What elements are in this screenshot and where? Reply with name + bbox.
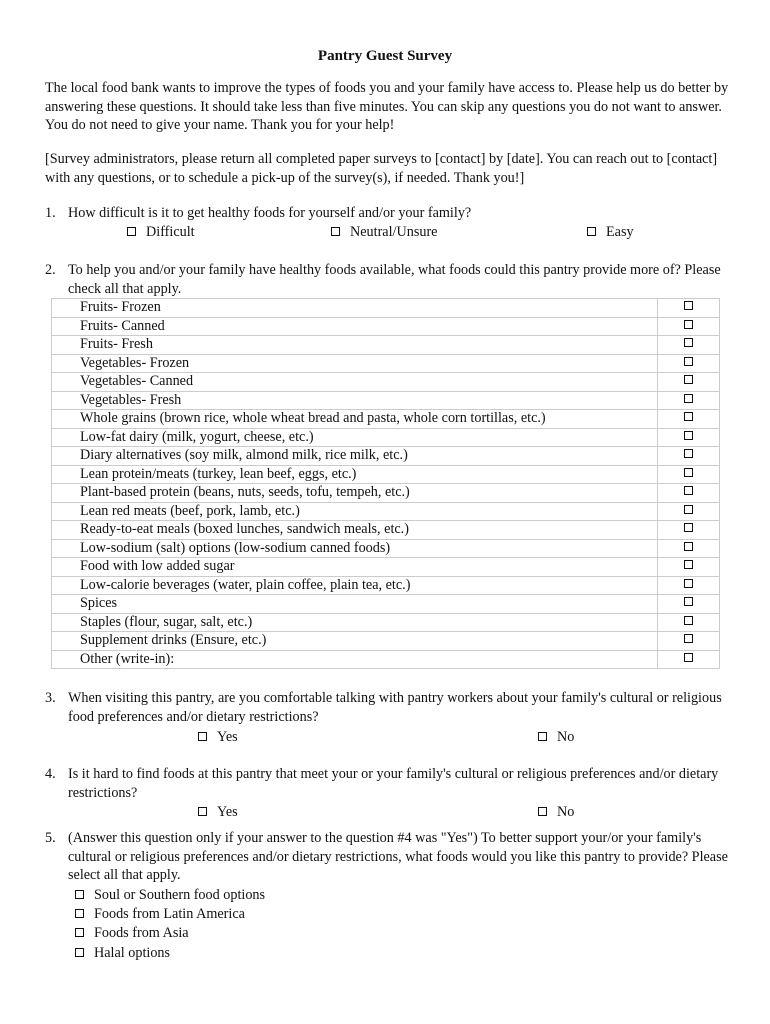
food-option-row[interactable]: [52, 521, 720, 540]
food-option-checkbox-cell[interactable]: [658, 558, 720, 577]
food-option-label: Low-calorie beverages (water, plain coffee, plain tea, etc.): [52, 576, 658, 595]
question-5-text: (Answer this question only if your answer to the question #4 was "Yes") To better support your/or your family's cultural or religious preferences and/or dietary restrictions, what foods would you like this pantry to provide? Please select all that apply.: [68, 830, 728, 884]
food-option-checkbox-cell[interactable]: [658, 428, 720, 447]
q5-options-list: [75, 886, 265, 963]
checkbox[interactable]: [538, 807, 547, 816]
checkbox[interactable]: [684, 301, 693, 310]
food-option-row[interactable]: [52, 539, 720, 558]
checkbox[interactable]: [684, 579, 693, 588]
food-option-checkbox-cell[interactable]: [658, 410, 720, 429]
food-option-label: Plant-based protein (beans, nuts, seeds, tofu, tempeh, etc.): [52, 484, 658, 503]
food-option-label: Fruits- Frozen: [52, 299, 658, 318]
q5-option-soul-southern[interactable]: Soul or Southern food options: [75, 886, 265, 905]
checkbox[interactable]: [331, 227, 340, 236]
food-option-row[interactable]: [52, 558, 720, 577]
question-5-number: 5.: [45, 830, 56, 846]
food-option-label: Lean red meats (beef, pork, lamb, etc.): [52, 502, 658, 521]
admin-note: [Survey administrators, please return all completed paper surveys to [contact] by [date]. You can reach out to [contact] with any questions, or to schedule a pick-up of the survey(s), if needed. Thank you!]: [45, 151, 718, 186]
food-option-row[interactable]: [52, 317, 720, 336]
checkbox[interactable]: [684, 597, 693, 606]
question-5: [45, 829, 735, 885]
checkbox[interactable]: [684, 449, 693, 458]
intro-paragraph: The local food bank wants to improve the types of foods you and your family have access to. Please help us do better by answering these questions. It should take less than five minutes. You can skip any questions you do not want to answer. You do not need to give your name. Thank you for your help!: [45, 80, 729, 134]
food-option-checkbox-cell[interactable]: [658, 539, 720, 558]
food-option-checkbox-cell[interactable]: [658, 391, 720, 410]
food-option-row[interactable]: [52, 354, 720, 373]
food-option-row[interactable]: [52, 502, 720, 521]
food-option-label: Lean protein/meats (turkey, lean beef, eggs, etc.): [52, 465, 658, 484]
food-option-label: Spices: [52, 595, 658, 614]
food-option-checkbox-cell[interactable]: [658, 521, 720, 540]
checkbox[interactable]: [684, 505, 693, 514]
checkbox[interactable]: [684, 412, 693, 421]
food-option-row[interactable]: [52, 447, 720, 466]
food-option-label: Low-fat dairy (milk, yogurt, cheese, etc.): [52, 428, 658, 447]
food-option-checkbox-cell[interactable]: [658, 632, 720, 651]
checkbox[interactable]: [684, 375, 693, 384]
food-option-label: Food with low added sugar: [52, 558, 658, 577]
checkbox[interactable]: [684, 468, 693, 477]
checkbox[interactable]: [684, 634, 693, 643]
checkbox[interactable]: [198, 807, 207, 816]
checkbox[interactable]: [684, 542, 693, 551]
checkbox[interactable]: [127, 227, 136, 236]
food-option-label: Whole grains (brown rice, whole wheat bread and pasta, whole corn tortillas, etc.): [52, 410, 658, 429]
q3-option-yes[interactable]: Yes: [198, 728, 238, 747]
checkbox[interactable]: [75, 948, 84, 957]
q5-option-halal[interactable]: Halal options: [75, 944, 265, 963]
food-option-checkbox-cell[interactable]: [658, 650, 720, 669]
food-option-checkbox-cell[interactable]: [658, 373, 720, 392]
food-option-label: Diary alternatives (soy milk, almond milk, rice milk, etc.): [52, 447, 658, 466]
food-option-row[interactable]: [52, 428, 720, 447]
checkbox[interactable]: [684, 431, 693, 440]
food-option-row[interactable]: [52, 650, 720, 669]
food-option-row[interactable]: [52, 391, 720, 410]
food-option-label: Fruits- Canned: [52, 317, 658, 336]
question-4-text: Is it hard to find foods at this pantry that meet your or your family's cultural or religious preferences and/or dietary restrictions?: [68, 766, 719, 801]
question-3-number: 3.: [45, 690, 56, 706]
question-2: [45, 261, 735, 298]
food-option-row[interactable]: [52, 484, 720, 503]
food-option-label: Fruits- Fresh: [52, 336, 658, 355]
checkbox[interactable]: [684, 653, 693, 662]
food-option-checkbox-cell[interactable]: [658, 354, 720, 373]
checkbox[interactable]: [684, 486, 693, 495]
food-options-table: [51, 298, 720, 669]
question-2-text: To help you and/or your family have healthy foods available, what foods could this pantry provide more of? Please check all that apply.: [68, 262, 721, 297]
checkbox[interactable]: [684, 338, 693, 347]
question-1: [45, 204, 735, 223]
food-option-row[interactable]: [52, 410, 720, 429]
checkbox[interactable]: [587, 227, 596, 236]
food-option-label: Supplement drinks (Ensure, etc.): [52, 632, 658, 651]
checkbox[interactable]: [538, 732, 547, 741]
food-option-row[interactable]: [52, 299, 720, 318]
food-option-checkbox-cell[interactable]: [658, 484, 720, 503]
food-option-row[interactable]: [52, 373, 720, 392]
food-option-label: Staples (flour, sugar, salt, etc.): [52, 613, 658, 632]
food-option-checkbox-cell[interactable]: [658, 595, 720, 614]
checkbox[interactable]: [684, 560, 693, 569]
q1-option-difficult[interactable]: Difficult: [127, 223, 195, 242]
question-3: [45, 689, 735, 726]
food-option-checkbox-cell[interactable]: [658, 576, 720, 595]
checkbox[interactable]: [75, 890, 84, 899]
food-option-row[interactable]: [52, 613, 720, 632]
food-option-label: Vegetables- Canned: [52, 373, 658, 392]
food-option-checkbox-cell[interactable]: [658, 447, 720, 466]
food-option-label: Vegetables- Frozen: [52, 354, 658, 373]
checkbox[interactable]: [684, 523, 693, 532]
checkbox[interactable]: [684, 394, 693, 403]
q4-option-yes[interactable]: Yes: [198, 803, 238, 822]
food-option-checkbox-cell[interactable]: [658, 299, 720, 318]
food-option-checkbox-cell[interactable]: [658, 465, 720, 484]
food-option-row[interactable]: [52, 465, 720, 484]
food-option-label: Vegetables- Fresh: [52, 391, 658, 410]
q1-option-easy[interactable]: Easy: [587, 223, 634, 242]
checkbox[interactable]: [684, 320, 693, 329]
food-option-row[interactable]: [52, 595, 720, 614]
food-option-checkbox-cell[interactable]: [658, 336, 720, 355]
food-option-row[interactable]: [52, 576, 720, 595]
checkbox[interactable]: [684, 616, 693, 625]
q3-option-no[interactable]: No: [538, 728, 574, 747]
food-option-label: Other (write-in):: [52, 650, 658, 669]
q5-option-asia[interactable]: Foods from Asia: [75, 924, 265, 943]
q1-option-neutral[interactable]: Neutral/Unsure: [331, 223, 437, 242]
checkbox[interactable]: [75, 909, 84, 918]
page-title: Pantry Guest Survey: [317, 48, 453, 64]
food-option-checkbox-cell[interactable]: [658, 613, 720, 632]
question-4-number: 4.: [45, 766, 56, 782]
checkbox[interactable]: [75, 928, 84, 937]
question-3-text: When visiting this pantry, are you comfortable talking with pantry workers about your family's cultural or religious food preferences and/or dietary restrictions?: [68, 690, 722, 725]
food-option-checkbox-cell[interactable]: [658, 502, 720, 521]
food-option-label: Low-sodium (salt) options (low-sodium canned foods): [52, 539, 658, 558]
question-1-number: 1.: [45, 205, 56, 221]
food-option-label: Ready-to-eat meals (boxed lunches, sandwich meals, etc.): [52, 521, 658, 540]
q5-option-latin-america[interactable]: Foods from Latin America: [75, 905, 265, 924]
question-4: [45, 765, 735, 802]
food-option-row[interactable]: [52, 336, 720, 355]
question-1-text: How difficult is it to get healthy foods for yourself and/or your family?: [68, 205, 472, 221]
question-2-number: 2.: [45, 262, 56, 278]
checkbox[interactable]: [684, 357, 693, 366]
food-option-checkbox-cell[interactable]: [658, 317, 720, 336]
food-option-row[interactable]: [52, 632, 720, 651]
checkbox[interactable]: [198, 732, 207, 741]
q4-option-no[interactable]: No: [538, 803, 574, 822]
